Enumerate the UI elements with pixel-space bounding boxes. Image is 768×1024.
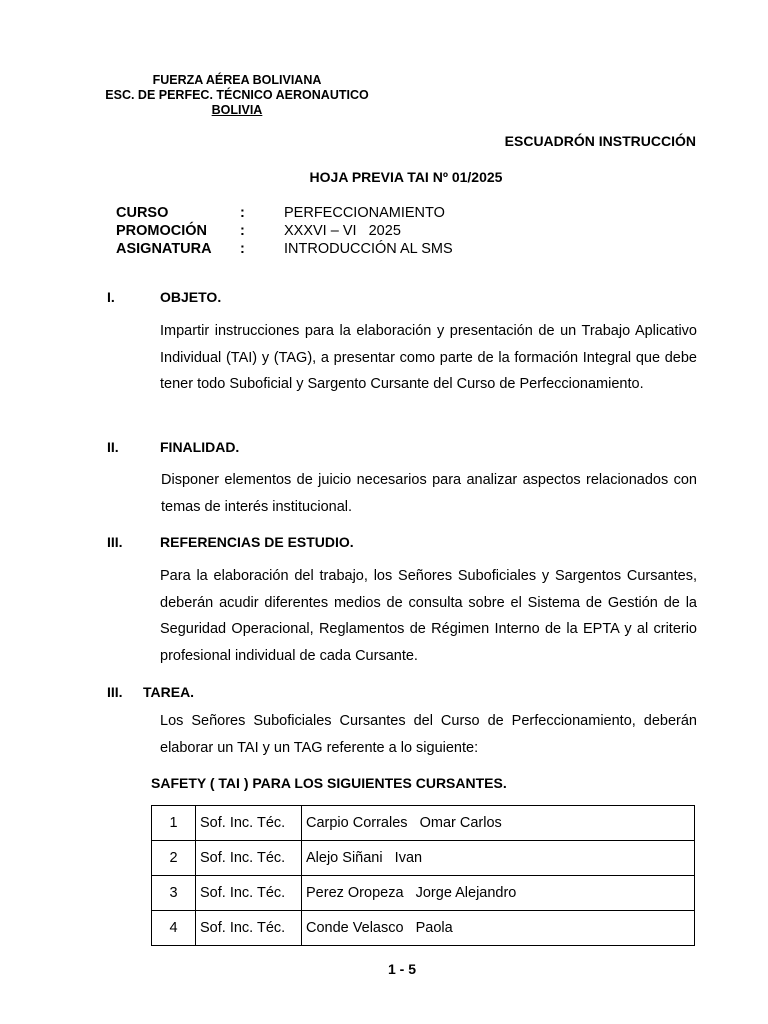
row-name: Perez Oropeza Jorge Alejandro [302, 876, 695, 911]
row-name: Carpio Corrales Omar Carlos [302, 806, 695, 841]
section-number: III. [107, 684, 123, 700]
row-name: Alejo Siñani Ivan [302, 841, 695, 876]
table-row [152, 806, 695, 841]
meta-value: PERFECCIONAMIENTO [284, 205, 445, 221]
meta-value: XXXVI – VI 2025 [284, 223, 401, 239]
section-title: FINALIDAD. [160, 439, 240, 455]
section-paragraph: Para la elaboración del trabajo, los Señores Suboficiales y Sargentos Cursantes, deberán acudir diferentes medios de consulta sobre el Sistema de Gestión de la Seguridad Operacional, Reglamentos de Régimen Interno de la EPTA y al criterio profesional individual de cada Cursante. [160, 568, 697, 664]
row-rank: Sof. Inc. Téc. [196, 911, 302, 946]
section-title: OBJETO. [160, 289, 222, 305]
section-paragraph: Disponer elementos de juicio necesarios para analizar aspectos relacionados con temas de interés institucional. [161, 472, 697, 515]
table-row [152, 876, 695, 911]
section-number: I. [107, 289, 115, 305]
meta-label: ASIGNATURA [116, 241, 212, 257]
header-block [87, 73, 387, 118]
meta-row [116, 240, 453, 258]
section-number: II. [107, 439, 119, 455]
header-line-2: ESC. DE PERFEC. TÉCNICO AERONAUTICO [105, 88, 369, 102]
meta-sep: : [240, 205, 245, 221]
row-rank: Sof. Inc. Téc. [196, 806, 302, 841]
meta-value: INTRODUCCIÓN AL SMS [284, 241, 453, 257]
row-number: 3 [152, 876, 196, 911]
row-number: 1 [152, 806, 196, 841]
document-title: HOJA PREVIA TAI Nº 01/2025 [309, 169, 503, 185]
meta-row [116, 222, 453, 240]
meta-row [116, 204, 453, 222]
section-paragraph: Impartir instrucciones para la elaboración y presentación de un Trabajo Aplicativo Individual (TAI) y (TAG), a presentar como parte de la formación Integral que debe tener todo Suboficial y Sargento Cursante del Curso de Perfeccionamiento. [160, 323, 697, 392]
meta-sep: : [240, 223, 245, 239]
section-paragraph: Los Señores Suboficiales Cursantes del Curso de Perfeccionamiento, deberán elaborar un TAI y un TAG referente a lo siguiente: [160, 713, 697, 756]
header-line-3: BOLIVIA [211, 103, 263, 117]
row-rank: Sof. Inc. Téc. [196, 876, 302, 911]
header-line-1: FUERZA AÉREA BOLIVIANA [152, 73, 322, 87]
section-title: REFERENCIAS DE ESTUDIO. [160, 534, 354, 550]
unit-title: ESCUADRÓN INSTRUCCIÓN [504, 133, 696, 149]
table-row [152, 911, 695, 946]
row-number: 2 [152, 841, 196, 876]
table-heading: SAFETY ( TAI ) PARA LOS SIGUIENTES CURSANTES. [151, 775, 507, 791]
table-row [152, 841, 695, 876]
page-number: 1 - 5 [387, 961, 416, 977]
row-name: Conde Velasco Paola [302, 911, 695, 946]
meta-block [116, 204, 453, 258]
section-title: TAREA. [143, 684, 195, 700]
meta-label: CURSO [116, 205, 169, 221]
meta-label: PROMOCIÓN [116, 223, 208, 239]
section-number: III. [107, 534, 123, 550]
meta-sep: : [240, 241, 245, 257]
cursantes-table [151, 805, 695, 946]
row-rank: Sof. Inc. Téc. [196, 841, 302, 876]
row-number: 4 [152, 911, 196, 946]
